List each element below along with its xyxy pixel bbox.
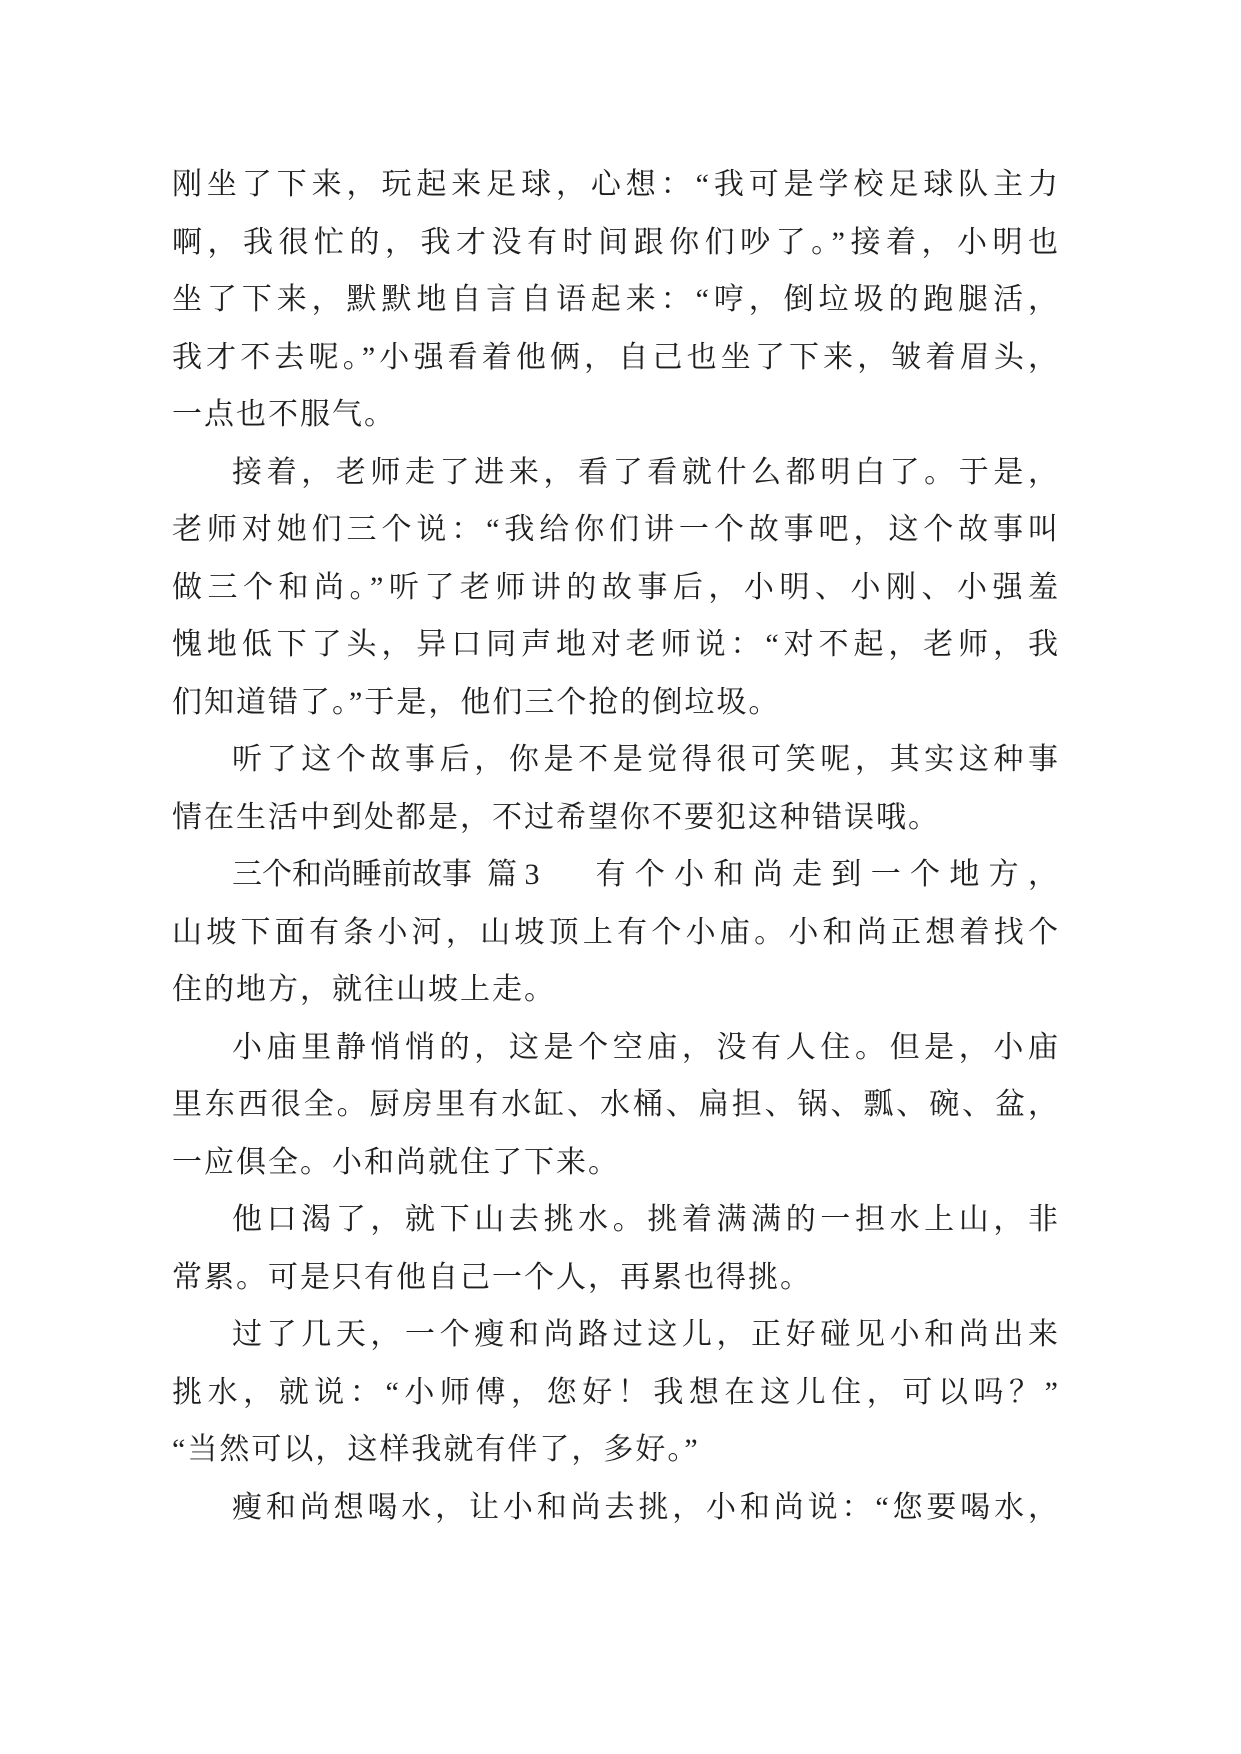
text-line: 情在生活中到处都是，不过希望你不要犯这种错误哦。 — [172, 800, 940, 834]
text-line: 接着，老师走了进来，看了看就什么都明白了。于是， — [232, 455, 1060, 489]
paragraph — [172, 1019, 1060, 1192]
paragraph — [172, 1306, 1060, 1479]
paragraph — [172, 846, 1060, 1019]
text-line: 啊，我很忙的，我才没有时间跟你们吵了。”接着，小明也 — [172, 225, 1060, 259]
text-line: 坐了下来，默默地自言自语起来：“哼，倒垃圾的跑腿活， — [172, 283, 1060, 316]
text-line — [172, 846, 1060, 904]
text-line: 山坡下面有条小河，山坡顶上有个小庙。小和尚正想着找个 — [172, 915, 1060, 949]
text-line: 瘦和尚想喝水，让小和尚去挑，小和尚说：“您要喝水， — [232, 1490, 1060, 1524]
text-line: 刚坐了下来，玩起来足球，心想：“我可是学校足球队主力 — [172, 168, 1060, 201]
section-heading: 三个和尚睡前故事 篇 3 — [232, 858, 540, 891]
document-body — [172, 156, 1060, 1536]
paragraph — [172, 444, 1060, 732]
text-line: 我才不去呢。”小强看着他俩，自己也坐了下来，皱着眉头， — [172, 340, 1060, 374]
text-line: 一应俱全。小和尚就住了下来。 — [172, 1145, 620, 1179]
text-line: 们知道错了。”于是，他们三个抢的倒垃圾。 — [172, 685, 781, 719]
paragraph — [172, 731, 1060, 846]
text-line: 他口渴了，就下山去挑水。挑着满满的一担水上山，非 — [232, 1203, 1060, 1236]
text-line: 里东西很全。厨房里有水缸、水桶、扁担、锅、瓢、碗、盆， — [172, 1088, 1060, 1121]
paragraph — [172, 1191, 1060, 1306]
text-line-content: 有个小和尚走到一个地方， — [595, 858, 1060, 891]
text-line: 做三个和尚。”听了老师讲的故事后，小明、小刚、小强羞 — [172, 570, 1060, 604]
text-line: 听了这个故事后，你是不是觉得很可笑呢，其实这种事 — [232, 743, 1060, 776]
paragraph — [172, 156, 1060, 444]
text-line: 住的地方，就往山坡上走。 — [172, 973, 556, 1006]
text-line: 小庙里静悄悄的，这是个空庙，没有人住。但是，小庙 — [232, 1030, 1060, 1064]
text-line: 老师对她们三个说：“我给你们讲一个故事吧，这个故事叫 — [172, 513, 1060, 546]
text-line: 挑水，就说：“小师傅，您好！我想在这儿住，可以吗？” — [172, 1375, 1060, 1409]
text-line: 一点也不服气。 — [172, 398, 396, 431]
text-line: 过了几天，一个瘦和尚路过这儿，正好碰见小和尚出来 — [232, 1318, 1060, 1351]
paragraph — [172, 1479, 1060, 1537]
text-line: 常累。可是只有他自己一个人，再累也得挑。 — [172, 1260, 812, 1294]
text-line: “当然可以，这样我就有伴了，多好。” — [172, 1433, 700, 1466]
text-line: 愧地低下了头，异口同声地对老师说：“对不起，老师，我 — [172, 628, 1060, 661]
